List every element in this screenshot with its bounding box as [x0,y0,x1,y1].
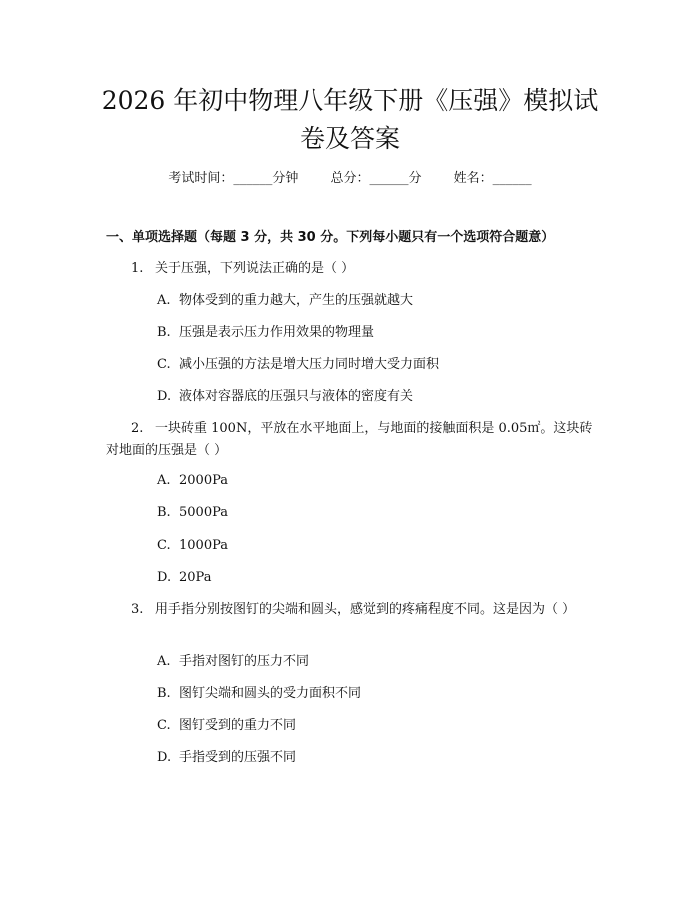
option-2d [157,569,211,587]
option-3c [157,717,296,735]
option-text: 液体对容器底的压强只与液体的密度有关 [179,389,414,404]
option-label: C. [157,357,171,372]
option-text: 手指对图钉的压力不同 [179,654,310,669]
question-1 [106,258,602,280]
option-3d [157,749,296,767]
question-stem: 用手指分别按图钉的尖端和圆头，感觉到的疼痛程度不同。这是因为（ ） [155,602,576,617]
option-label: A. [157,473,171,488]
option-2c [157,537,228,555]
question-3 [106,599,602,621]
section-heading: 一、单项选择题（每题 3 分，共 30 分。下列每小题只有一个选项符合题意） [106,230,555,245]
exam-info [0,169,700,189]
option-1d [157,388,413,406]
exam-time-field: 考试时间：______分钟 [168,171,299,186]
option-3b [157,685,361,703]
option-label: D. [157,570,172,585]
option-text: 压强是表示压力作用效果的物理量 [179,325,375,340]
option-2a [157,472,228,490]
option-label: D. [157,389,172,404]
name-field: 姓名：______ [453,171,532,186]
option-text: 物体受到的重力越大，产生的压强就越大 [179,293,414,308]
option-label: C. [157,538,171,553]
title-line-2: 卷及答案 [299,124,400,153]
question-stem: 一块砖重 100N，平放在水平地面上，与地面的接触面积是 0.05㎡。这块砖对地面的压强是（ ） [106,421,593,458]
option-label: B. [157,325,171,340]
option-label: D. [157,750,172,765]
document-title [0,82,700,158]
option-label: C. [157,718,171,733]
option-text: 5000Pa [179,505,228,520]
total-score-field: 总分：______分 [330,171,422,186]
option-text: 减小压强的方法是增大压力同时增大受力面积 [179,357,440,372]
option-text: 2000Pa [179,473,228,488]
question-number: 1. [131,261,144,276]
option-label: A. [157,654,171,669]
option-1b [157,324,374,342]
option-1a [157,292,413,310]
option-label: B. [157,686,171,701]
question-2 [106,418,602,462]
option-text: 1000Pa [179,538,228,553]
question-number: 2. [131,421,144,436]
option-text: 20Pa [179,570,212,585]
option-label: A. [157,293,171,308]
option-label: B. [157,505,171,520]
option-text: 手指受到的压强不同 [179,750,297,765]
question-number: 3. [131,602,144,617]
question-stem: 关于压强，下列说法正确的是（ ） [155,261,355,276]
option-1c [157,356,439,374]
option-text: 图钉尖端和圆头的受力面积不同 [179,686,362,701]
option-3a [157,653,309,671]
option-text: 图钉受到的重力不同 [179,718,297,733]
option-2b [157,504,228,522]
title-line-1: 2026 年初中物理八年级下册《压强》模拟试 [101,86,599,115]
